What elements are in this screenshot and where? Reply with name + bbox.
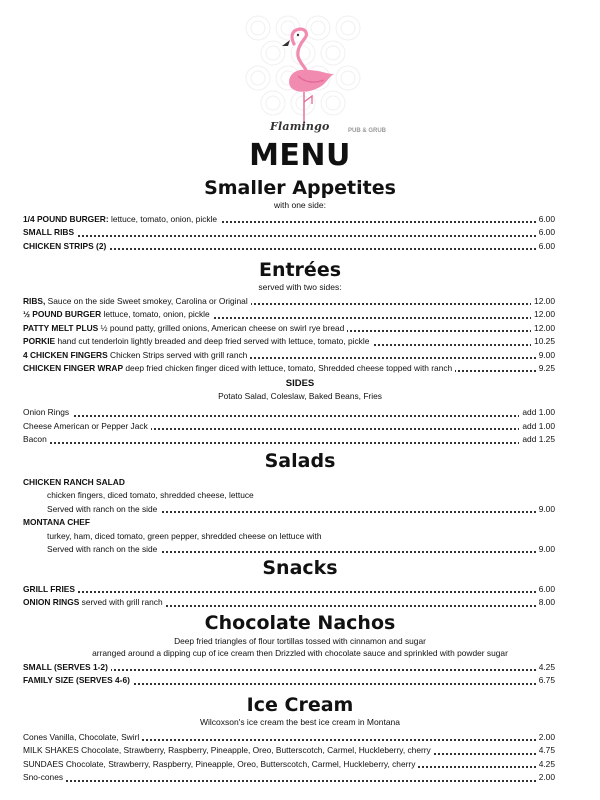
menu-item	[0, 308, 600, 321]
item-name: CHICKEN FINGER WRAP	[23, 362, 124, 373]
menu-item	[0, 335, 600, 348]
item-desc: Chocolate, Strawberry, Raspberry, Pineapple, Oreo, Butterscotch, Carmel, Huckleberry, cherry	[63, 758, 416, 769]
menu-item	[0, 771, 600, 784]
section-chocolate-nachos	[0, 612, 600, 688]
item-desc: hand cut tenderloin lightly breaded and deep fried served with lettuce, tomato, pickle	[55, 336, 370, 347]
item-price: 12.00	[531, 308, 555, 321]
item-name: MILK SHAKES	[23, 745, 79, 756]
item-desc: chicken fingers, diced tomato, shredded cheese, lettuce	[47, 490, 254, 501]
menu-item	[0, 226, 600, 239]
item-desc: ½ pound patty, grilled onions, American cheese on swirl rye bread	[98, 322, 345, 333]
item-desc: served with grill ranch	[79, 597, 163, 608]
menu-item	[0, 420, 600, 433]
section-title: Salads	[264, 450, 336, 472]
menu-item	[0, 322, 600, 335]
section-subtitle: Wilcoxson's ice cream the best ice cream in Montana	[199, 717, 401, 727]
item-name: 1/4 POUND BURGER:	[23, 214, 109, 224]
menu-item	[0, 583, 600, 596]
item-price: 4.25	[536, 758, 555, 771]
item-price: 6.00	[536, 226, 555, 239]
menu-item	[0, 596, 600, 609]
menu-item	[0, 433, 600, 446]
menu-item	[0, 744, 600, 757]
item-price: 9.00	[536, 349, 555, 362]
section-salads	[0, 450, 600, 556]
page-title: MENU	[249, 138, 351, 173]
menu-item	[0, 349, 600, 362]
section-ice-cream	[0, 694, 600, 785]
item-desc: Vanilla, Chocolate, Swirl	[47, 732, 140, 742]
section-subtitle: served with two sides:	[258, 282, 342, 292]
brand-name: Flamingo	[270, 120, 330, 133]
item-name: FAMILY SIZE (SERVES 4-6)	[23, 675, 130, 686]
item-name: RIBS,	[23, 296, 46, 306]
section-title: Snacks	[262, 557, 338, 579]
item-price: 6.00	[536, 213, 555, 226]
menu-item	[0, 213, 600, 226]
item-desc: Chocolate, Strawberry, Raspberry, Pineapple, Oreo, Butterscotch, Carmel, Huckleberry, cherry	[78, 745, 431, 756]
item-price: add 1.25	[519, 433, 555, 446]
item-name: PATTY MELT PLUS	[23, 322, 99, 333]
item-name: SMALL (SERVES 1-2)	[23, 662, 108, 672]
item-desc: turkey, ham, diced tomato, green pepper, shredded cheese on lettuce with	[47, 530, 322, 541]
item-desc: Chicken Strips served with grill ranch	[107, 349, 248, 360]
menu-item	[0, 758, 600, 771]
item-price: 6.75	[536, 674, 555, 687]
item-price: 6.00	[536, 583, 555, 596]
item-desc: American or Pepper Jack	[51, 420, 148, 431]
item-name: Bacon	[23, 434, 47, 445]
section-smaller-appetites	[0, 177, 600, 253]
item-name: SUNDAES	[23, 758, 64, 769]
item-name: PORKIE	[23, 336, 56, 347]
menu-item	[0, 240, 600, 253]
section-description: Deep fried triangles of flour tortillas tossed with cinnamon and sugar	[174, 636, 426, 646]
item-price: 9.00	[536, 543, 555, 556]
menu-item	[0, 406, 600, 419]
menu-item	[0, 362, 600, 375]
item-name: GRILL FRIES	[23, 584, 75, 594]
item-price: 9.25	[536, 362, 555, 375]
item-desc: lettuce, tomato, onion, pickle	[101, 309, 210, 320]
menu-item	[0, 674, 600, 687]
section-snacks	[0, 557, 600, 610]
item-desc: Sauce on the side Sweet smokey, Carolina or Original	[45, 296, 248, 306]
item-name: SMALL RIBS	[23, 227, 75, 238]
item-desc: Served with ranch on the side	[47, 544, 160, 554]
item-desc: deep fried chicken finger diced with lettuce, tomato, Shredded cheese topped with ranch	[123, 362, 453, 373]
section-title: Smaller Appetites	[204, 177, 396, 199]
item-price: 4.75	[536, 744, 555, 757]
item-price: 10.25	[531, 335, 555, 348]
item-price: 8.00	[536, 596, 555, 609]
item-name: ½ POUND BURGER	[23, 309, 102, 320]
item-name: CHICKEN STRIPS (2)	[23, 240, 107, 251]
item-price: 12.00	[531, 295, 555, 308]
section-title: Entrées	[258, 259, 342, 281]
sides-list: Potato Salad, Coleslaw, Baked Beans, Fries	[218, 391, 382, 402]
menu-item	[0, 661, 600, 674]
section-entrees	[0, 259, 600, 447]
item-price: 2.00	[536, 731, 555, 744]
section-description: arranged around a dipping cup of ice cream then Drizzled with chocolate sauce and sprinkled with powder sugar	[92, 648, 508, 658]
item-price: 2.00	[536, 771, 555, 784]
item-name: ONION RINGS	[23, 597, 80, 608]
item-name: Cones	[23, 732, 48, 742]
item-desc: Served with ranch on the side	[47, 504, 160, 514]
section-title: Ice Cream	[246, 694, 354, 716]
sides-title: SIDES	[285, 378, 315, 390]
item-name: Cheese	[23, 420, 52, 431]
section-title: Chocolate Nachos	[204, 612, 396, 634]
menu-item	[0, 543, 600, 556]
menu-item	[0, 731, 600, 744]
item-desc: lettuce, tomato, onion, pickle	[108, 214, 218, 224]
section-subtitle: with one side:	[274, 200, 326, 210]
item-price: 12.00	[531, 322, 555, 335]
item-name: 4 CHICKEN FINGERS	[23, 349, 108, 360]
brand-tagline: PUB & GRUB	[348, 128, 387, 134]
item-name: Onion Rings	[23, 407, 70, 418]
item-name: MONTANA CHEF	[23, 517, 90, 528]
item-name: CHICKEN RANCH SALAD	[23, 477, 125, 487]
menu-item	[0, 503, 600, 516]
item-price: 6.00	[536, 240, 555, 253]
flamingo-logo-icon	[268, 26, 338, 126]
item-price: add 1.00	[519, 420, 555, 433]
item-price: 4.25	[536, 661, 555, 674]
menu-item	[0, 295, 600, 308]
item-price: 9.00	[536, 503, 555, 516]
item-price: add 1.00	[519, 406, 555, 419]
item-name: Sno-cones	[23, 772, 64, 783]
